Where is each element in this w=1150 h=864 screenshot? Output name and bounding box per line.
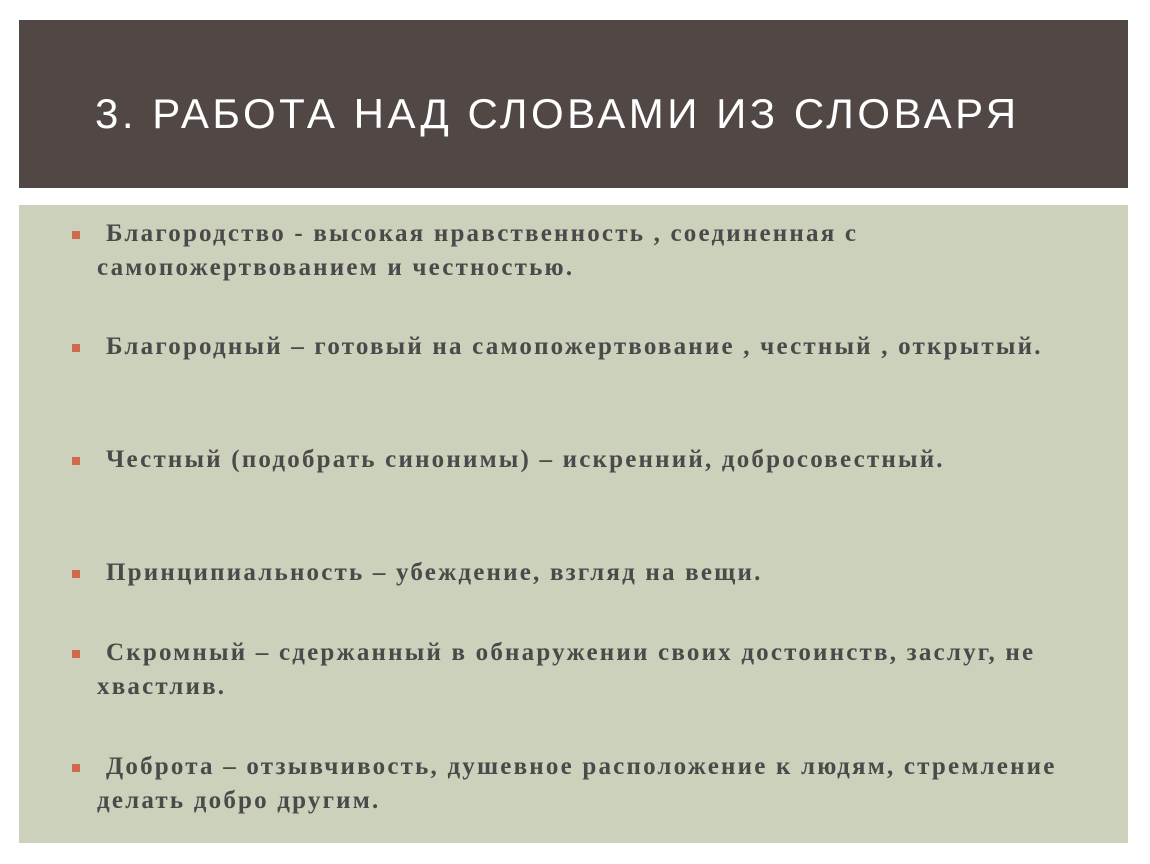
square-bullet-icon (72, 457, 80, 465)
bullet-text: Доброта – отзывчивость, душевное расположение к людям, стремление делать добро другим. (97, 753, 1057, 814)
bullet-text: Честный (подобрать синонимы) – искренний, добросовестный. (106, 446, 945, 473)
bullet-text: Благородный – готовый на самопожертвование , честный , открытый. (106, 333, 1043, 360)
bullet-text: Благородство - высокая нравственность , соединенная с самопожертвованием и честностью. (97, 220, 859, 281)
title-bar (19, 20, 1128, 188)
bullet-text: Скромный – сдержанный в обнаружении своих достоинств, заслуг, не хвастлив. (97, 639, 1036, 700)
content-panel (19, 205, 1128, 843)
square-bullet-icon (72, 650, 80, 658)
square-bullet-icon (72, 570, 80, 578)
square-bullet-icon (72, 231, 80, 239)
square-bullet-icon (72, 764, 80, 772)
bullet-text: Принципиальность – убеждение, взгляд на вещи. (106, 559, 763, 586)
square-bullet-icon (72, 344, 80, 352)
slide-title: 3. РАБОТА НАД СЛОВАМИ ИЗ СЛОВАРЯ (95, 90, 1020, 137)
